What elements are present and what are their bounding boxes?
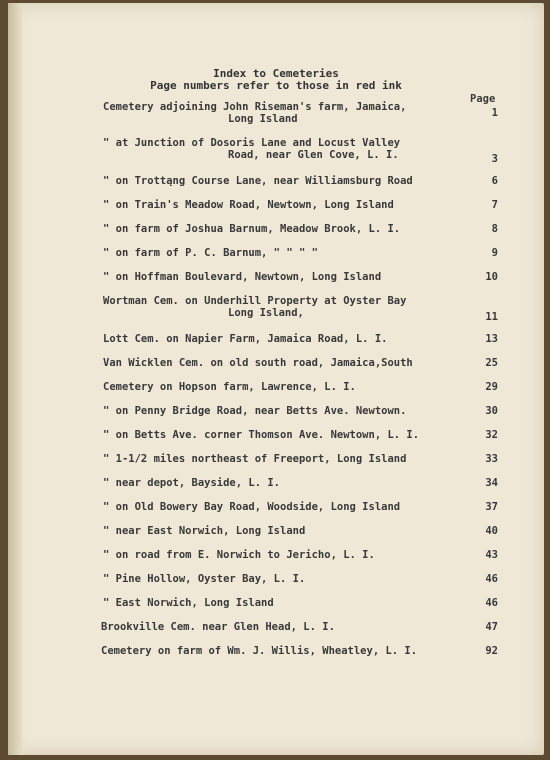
page-number: 37 [485,501,498,513]
binding-gutter [8,3,22,755]
page-number: 34 [485,477,498,489]
entry-text: Cemetery on farm of Wm. J. Willis, Wheatley, L. I. [101,645,418,657]
page-number: 40 [485,525,498,537]
entry-text-continued: Long Island [228,113,298,125]
page-number: 30 [485,405,498,417]
page-number: 7 [491,199,498,211]
entry-text: Cemetery adjoining John Riseman's farm, Jamaica, [103,101,407,113]
entry-text: " on farm of P. C. Barnum, " " " " [103,247,318,259]
page-column-header: Page [470,93,496,105]
entry-text: " near East Norwich, Long Island [103,525,306,537]
page-number: 29 [485,381,498,393]
entry-text: " near depot, Bayside, L. I. [103,477,281,489]
entry-text: " at Junction of Dosoris Lane and Locust Valley [103,137,401,149]
document-page [8,3,544,755]
page-number: 1 [491,107,498,119]
page-number: 8 [491,223,498,235]
entry-text: " on Betts Ave. corner Thomson Ave. Newtown, L. I. [103,429,420,441]
entry-text: " on farm of Joshua Barnum, Meadow Brook, L. I. [103,223,401,235]
entry-text: " on Hoffman Boulevard, Newtown, Long Island [103,271,382,283]
page-number: 47 [485,621,498,633]
entry-text-continued: Long Island, [228,307,304,319]
page-number: 33 [485,453,498,465]
entry-text: " on Trottąng Course Lane, near Williamsburg Road [103,175,413,187]
page-number: 13 [485,333,498,345]
entry-text: Lott Cem. on Napier Farm, Jamaica Road, L. I. [103,333,388,345]
page-number: 10 [485,271,498,283]
index-subtitle: Page numbers refer to those in red ink [150,79,402,92]
entry-text: " on Old Bowery Bay Road, Woodside, Long Island [103,501,401,513]
entry-text: " Pine Hollow, Oyster Bay, L. I. [103,573,306,585]
page-number: 25 [485,357,498,369]
entry-text: Van Wicklen Cem. on old south road, Jamaica,South [103,357,413,369]
entry-text: " on Penny Bridge Road, near Betts Ave. Newtown. [103,405,407,417]
page-number: 3 [491,153,498,165]
entry-text: " on Train's Meadow Road, Newtown, Long Island [103,199,394,211]
page-number: 11 [485,311,498,323]
page-number: 46 [485,573,498,585]
entry-text-continued: Road, near Glen Cove, L. I. [228,149,399,161]
page-number: 46 [485,597,498,609]
entry-text: Wortman Cem. on Underhill Property at Oyster Bay [103,295,407,307]
page-number: 6 [491,175,498,187]
page-number: 92 [485,645,498,657]
index-title: Index to Cemeteries [213,67,339,80]
entry-text: Brookville Cem. near Glen Head, L. I. [101,621,335,633]
page-number: 43 [485,549,498,561]
entry-text: " on road from E. Norwich to Jericho, L. I. [103,549,375,561]
entry-text: " East Norwich, Long Island [103,597,274,609]
entry-text: Cemetery on Hopson farm, Lawrence, L. I. [103,381,356,393]
page-number: 32 [485,429,498,441]
entry-text: " 1-1/2 miles northeast of Freeport, Long Island [103,453,407,465]
page-number: 9 [491,247,498,259]
